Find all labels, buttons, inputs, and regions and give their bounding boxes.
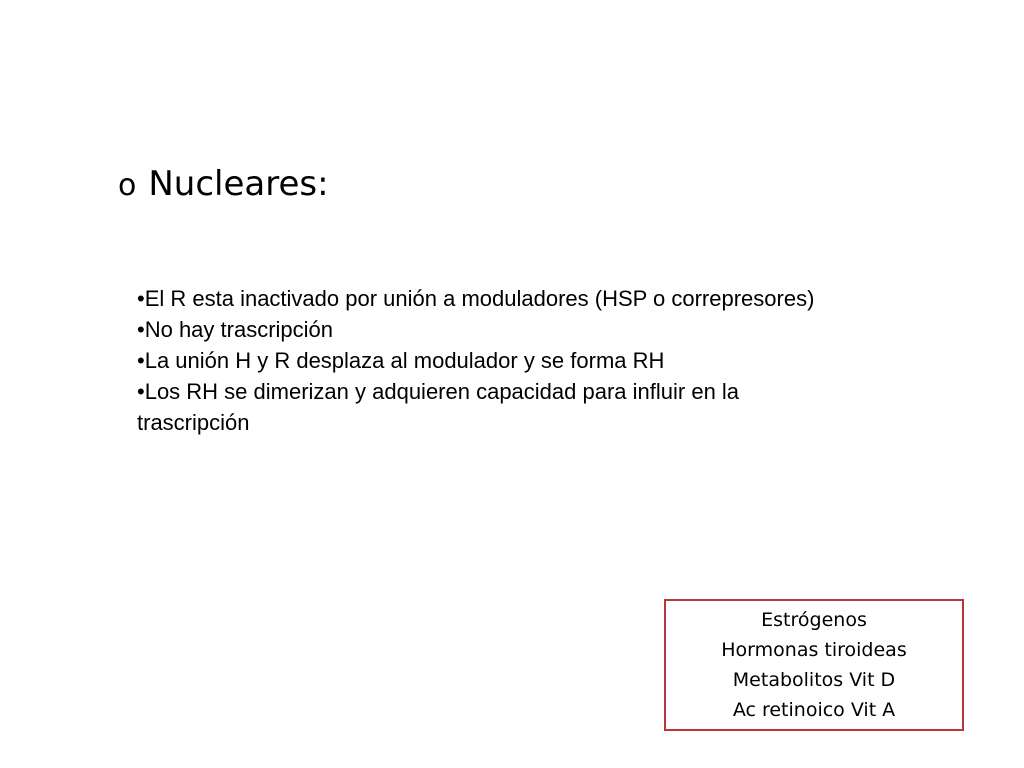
bullet-marker-icon: o [118, 168, 137, 203]
box-line: Metabolitos Vit D [732, 669, 896, 691]
slide-title-text: Nucleares: [148, 164, 329, 204]
slide-title [118, 160, 329, 210]
hormone-examples-box [664, 599, 964, 731]
bullet-item: •No hay trascripción [137, 317, 334, 342]
bullet-list [137, 283, 857, 438]
box-line: Hormonas tiroideas [721, 639, 907, 661]
box-line: Estrógenos [761, 609, 867, 631]
bullet-item: •Los RH se dimerizan y adquieren capacidad para influir en la trascripción [137, 379, 740, 435]
bullet-item: •El R esta inactivado por unión a moduladores (HSP o correpresores) [137, 286, 815, 311]
box-line: Ac retinoico Vit A [732, 699, 896, 721]
bullet-item: •La unión H y R desplaza al modulador y se forma RH [137, 348, 665, 373]
